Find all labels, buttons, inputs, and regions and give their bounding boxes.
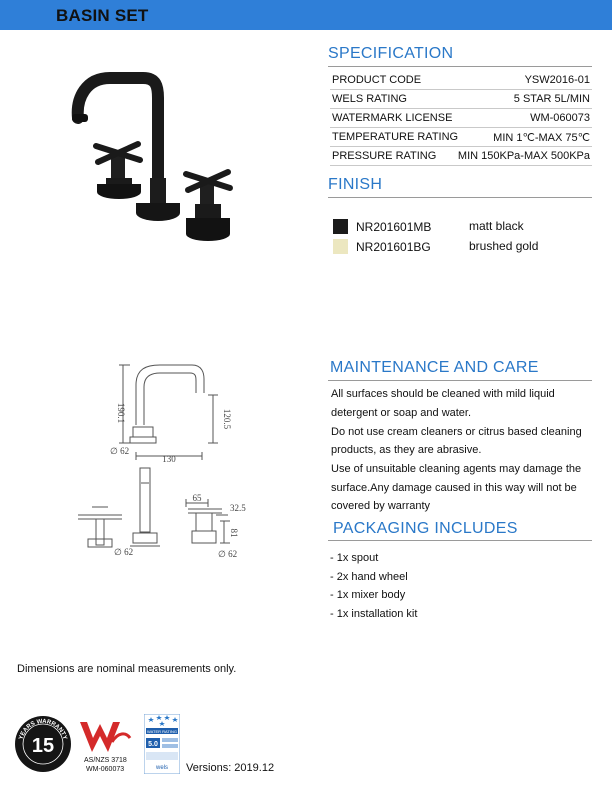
warranty-arc-text: YEARS WARRANTY [18,718,68,741]
packaging-item: - 1x mixer body [330,589,406,601]
wels-label-text: WATER RATING [147,729,177,734]
version-text: Versions: 2019.12 [186,762,275,774]
maintenance-title: MAINTENANCE AND CARE [330,359,539,376]
spec-value: MIN 1℃-MAX 75℃ [493,132,590,144]
specification-title: SPECIFICATION [328,45,454,62]
spec-row-temperature-rating [330,128,592,147]
packaging-item: - 1x spout [330,552,379,564]
product-image [58,68,258,248]
spec-row-watermark-license [330,109,592,128]
dim-handle-base-dia: ∅ 62 [218,549,238,559]
spec-label: PRESSURE RATING [332,150,437,162]
wels-brand: wels [155,765,169,771]
spec-label: PRODUCT CODE [332,74,422,86]
maintenance-line: products, as they are abrasive. [331,444,482,456]
spec-value: WM-060073 [530,112,590,124]
wels-rating-label-icon [144,714,180,774]
maintenance-line: detergent or soap and water. [331,407,472,419]
packaging-title: PACKAGING INCLUDES [333,520,518,537]
spec-row-wels-rating [330,90,592,109]
warranty-years: 15 [31,735,55,757]
finish-title: FINISH [328,176,383,193]
maintenance-line: All surfaces should be cleaned with mild liquid [331,388,555,400]
maintenance-line: Use of unsuitable cleaning agents may damage the [331,463,582,475]
spec-row-pressure-rating [330,147,592,166]
specification-rule [328,66,592,67]
swatch-matt-black [333,219,348,234]
dim-height-total: 190.1 [116,402,126,424]
dim-handle-height: 81 [229,528,239,538]
spec-row-divider [330,165,592,166]
dim-spout-height: 120.5 [222,408,232,430]
dim-body-dia: ∅ 62 [114,547,134,557]
finish-code-mb: NR201601MB [356,220,432,234]
wels-stars: 5.0 [148,741,158,748]
spec-row-product-code [330,71,592,90]
dim-spout-reach: 130 [162,454,176,464]
packaging-rule [328,540,592,541]
finish-rule [328,197,592,198]
right-handle-illustration [186,172,230,241]
spec-value: MIN 150KPa-MAX 500KPa [457,150,590,162]
finish-code-bg: NR201601BG [356,240,431,254]
finish-name-mb: matt black [469,219,524,233]
dim-handle-offset: 65 [192,493,202,503]
packaging-item: - 1x installation kit [330,608,418,620]
dimensions-note: Dimensions are nominal measurements only. [17,663,237,675]
warranty-badge-icon [14,715,72,773]
maintenance-line: surface.Any damage caused in this way will not be [331,482,577,494]
packaging-item: - 2x hand wheel [330,571,408,583]
spec-label: TEMPERATURE RATING [332,131,459,143]
watermark-logo-icon [78,718,134,756]
spec-value: YSW2016-01 [524,74,590,86]
maintenance-line: Do not use cream cleaners or citrus based cleaning [331,426,582,438]
spec-label: WELS RATING [332,93,407,105]
page-title: BASIN SET [56,6,149,25]
spec-label: WATERMARK LICENSE [332,112,453,124]
maintenance-rule [328,380,592,381]
technical-drawing [70,355,270,570]
spec-value: 5 STAR 5L/MIN [513,93,590,105]
dim-base-dia: ∅ 62 [110,446,130,456]
dim-handle-dia: 32.5 [230,503,246,513]
left-handle-illustration [96,144,141,199]
swatch-brushed-gold [333,239,348,254]
maintenance-line: covered by warranty [331,500,431,512]
watermark-standard: AS/NZS 3718 [84,757,127,764]
watermark-code: WM-060073 [86,766,125,773]
finish-name-bg: brushed gold [469,239,539,253]
